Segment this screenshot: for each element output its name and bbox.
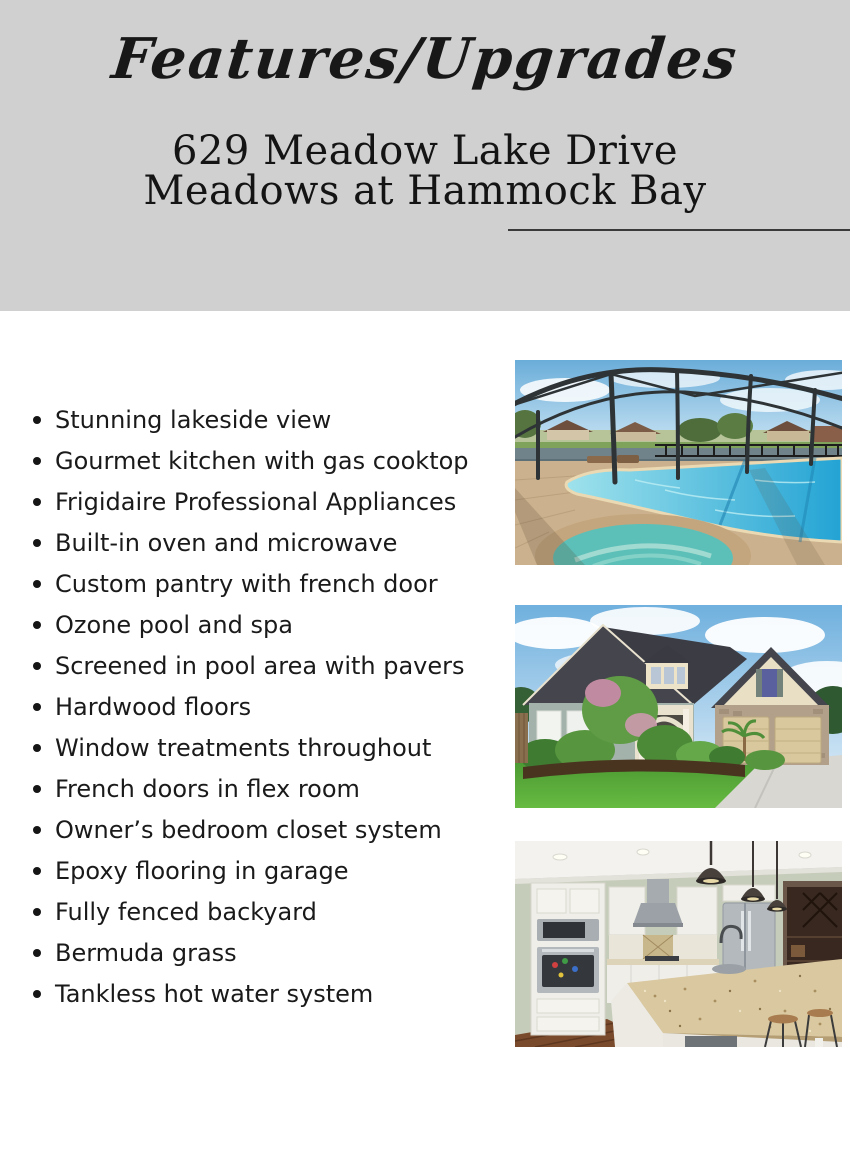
feature-list-item: [30, 522, 469, 563]
feature-list-item: [30, 891, 469, 932]
pool-photo-illustration: [515, 360, 842, 565]
feature-list-item: [30, 727, 469, 768]
bullet-dot: [33, 744, 41, 752]
house-photo-illustration: [515, 605, 842, 808]
bullet-dot: [33, 990, 41, 998]
features-list: [30, 399, 469, 1014]
feature-text: Gourmet kitchen with gas cooktop: [55, 446, 469, 475]
bullet-dot: [33, 580, 41, 588]
feature-list-item: [30, 768, 469, 809]
bullet-dot: [33, 785, 41, 793]
feature-list-item: [30, 399, 469, 440]
feature-text: French doors in flex room: [55, 774, 360, 803]
address-line-1: 629 Meadow Lake Drive: [172, 128, 678, 174]
feature-text: Owner’s bedroom closet system: [55, 815, 442, 844]
feature-text: Stunning lakeside view: [55, 405, 332, 434]
feature-list-item: [30, 440, 469, 481]
feature-text: Epoxy flooring in garage: [55, 856, 349, 885]
bullet-dot: [33, 457, 41, 465]
property-address: [0, 128, 850, 214]
bullet-dot: [33, 826, 41, 834]
bullet-dot: [33, 621, 41, 629]
feature-text: Window treatments throughout: [55, 733, 432, 762]
feature-text: Hardwood floors: [55, 692, 252, 721]
photo-pool-spa: [515, 360, 842, 565]
bullet-dot: [33, 949, 41, 957]
photo-house-exterior: [515, 605, 842, 808]
header-banner: [0, 0, 850, 311]
bullet-dot: [33, 662, 41, 670]
photo-kitchen: [515, 841, 842, 1047]
feature-list-item: [30, 645, 469, 686]
feature-list-item: [30, 563, 469, 604]
bullet-dot: [33, 908, 41, 916]
feature-text: Built-in oven and microwave: [55, 528, 398, 557]
kitchen-photo-illustration: [515, 841, 842, 1047]
bullet-dot: [33, 703, 41, 711]
header-divider-line: [508, 229, 850, 231]
feature-text: Fully fenced backyard: [55, 897, 317, 926]
page-title: Features/Upgrades: [108, 26, 742, 92]
feature-list-item: [30, 604, 469, 645]
feature-text: Tankless hot water system: [55, 979, 374, 1008]
feature-text: Bermuda grass: [55, 938, 237, 967]
feature-list-item: [30, 686, 469, 727]
feature-text: Frigidaire Professional Appliances: [55, 487, 457, 516]
bullet-dot: [33, 498, 41, 506]
feature-list-item: [30, 850, 469, 891]
feature-text: Ozone pool and spa: [55, 610, 293, 639]
feature-list-item: [30, 809, 469, 850]
feature-text: Custom pantry with french door: [55, 569, 438, 598]
bullet-dot: [33, 539, 41, 547]
bullet-dot: [33, 867, 41, 875]
address-line-2: Meadows at Hammock Bay: [143, 168, 707, 214]
feature-list-item: [30, 481, 469, 522]
feature-list-item: [30, 973, 469, 1014]
feature-text: Screened in pool area with pavers: [55, 651, 465, 680]
feature-list-item: [30, 932, 469, 973]
bullet-dot: [33, 416, 41, 424]
